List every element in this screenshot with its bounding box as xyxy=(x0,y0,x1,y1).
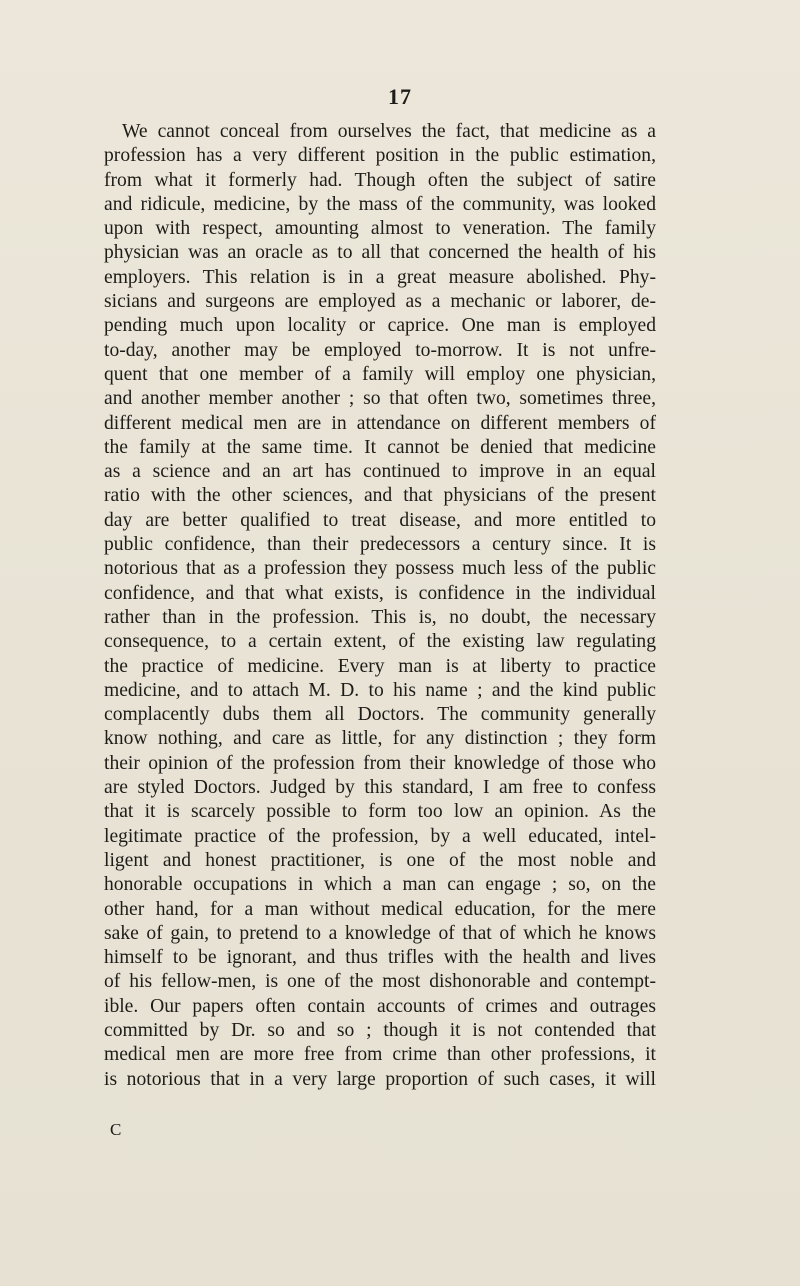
text-line: that it is scarcely possible to form too low an opinion. As the xyxy=(104,801,656,823)
text-line: consequence, to a certain extent, of the existing law regulating xyxy=(104,631,656,653)
text-line: upon with respect, amounting almost to veneration. The family xyxy=(104,218,656,240)
text-line: rather than in the profession. This is, no doubt, the necessary xyxy=(104,606,656,628)
text-line: is notorious that in a very large proportion of such cases, it will xyxy=(104,1068,656,1090)
body-paragraph xyxy=(104,120,656,1092)
text-line: employers. This relation is in a great measure abolished. Phy- xyxy=(104,266,656,288)
text-line: from what it formerly had. Though often the subject of satire xyxy=(104,169,656,191)
text-line: medicine, and to attach M. D. to his name ; and the kind public xyxy=(104,679,656,701)
page-number: 17 xyxy=(388,84,412,109)
text-line: ible. Our papers often contain accounts of crimes and outrages xyxy=(104,995,656,1017)
text-line: of his fellow-men, is one of the most dishonorable and contempt- xyxy=(104,971,656,993)
text-line: profession has a very different position in the public estimation, xyxy=(104,145,656,167)
text-line: the family at the same time. It cannot be denied that medicine xyxy=(104,436,656,458)
text-line: honorable occupations in which a man can engage ; so, on the xyxy=(104,874,656,896)
text-line: their opinion of the profession from their knowledge of those who xyxy=(104,752,656,774)
text-line: pending much upon locality or caprice. One man is employed xyxy=(104,315,656,337)
text-line: himself to be ignorant, and thus trifles with the health and lives xyxy=(104,947,656,969)
text-line: sicians and surgeons are employed as a mechanic or laborer, de- xyxy=(104,291,656,313)
text-line: sake of gain, to pretend to a knowledge of that of which he knows xyxy=(104,922,656,944)
text-line: the practice of medicine. Every man is at liberty to practice xyxy=(104,655,656,677)
text-line: confidence, and that what exists, is confidence in the individual xyxy=(104,582,656,604)
text-line: to-day, another may be employed to-morrow. It is not unfre- xyxy=(104,339,656,361)
text-line: ligent and honest practitioner, is one of the most noble and xyxy=(104,849,656,871)
signature-mark: C xyxy=(110,1120,123,1139)
text-line: know nothing, and care as little, for any distinction ; they form xyxy=(104,728,656,750)
text-line: quent that one member of a family will employ one physician, xyxy=(104,363,656,385)
text-line: different medical men are in attendance on different members of xyxy=(104,412,656,434)
text-line: are styled Doctors. Judged by this standard, I am free to confess xyxy=(104,777,656,799)
text-line: and ridicule, medicine, by the mass of the community, was looked xyxy=(104,193,656,215)
text-line: as a science and an art has continued to improve in an equal xyxy=(104,461,656,483)
text-line: public confidence, than their predecessors a century since. It is xyxy=(104,534,656,556)
text-line: other hand, for a man without medical education, for the mere xyxy=(104,898,656,920)
text-line: We cannot conceal from ourselves the fact, that medicine as a xyxy=(122,121,656,142)
text-line: physician was an oracle as to all that concerned the health of his xyxy=(104,242,656,264)
text-line: complacently dubs them all Doctors. The community generally xyxy=(104,704,656,726)
text-line: and another member another ; so that often two, sometimes three, xyxy=(104,388,656,410)
text-line: day are better qualified to treat disease, and more entitled to xyxy=(104,509,656,531)
text-line: ratio with the other sciences, and that physicians of the present xyxy=(104,485,656,507)
text-line: notorious that as a profession they possess much less of the public xyxy=(104,558,656,580)
text-line: legitimate practice of the profession, by a well educated, intel- xyxy=(104,825,656,847)
text-line: committed by Dr. so and so ; though it is not contended that xyxy=(104,1019,656,1041)
text-line: medical men are more free from crime than other professions, it xyxy=(104,1044,656,1066)
